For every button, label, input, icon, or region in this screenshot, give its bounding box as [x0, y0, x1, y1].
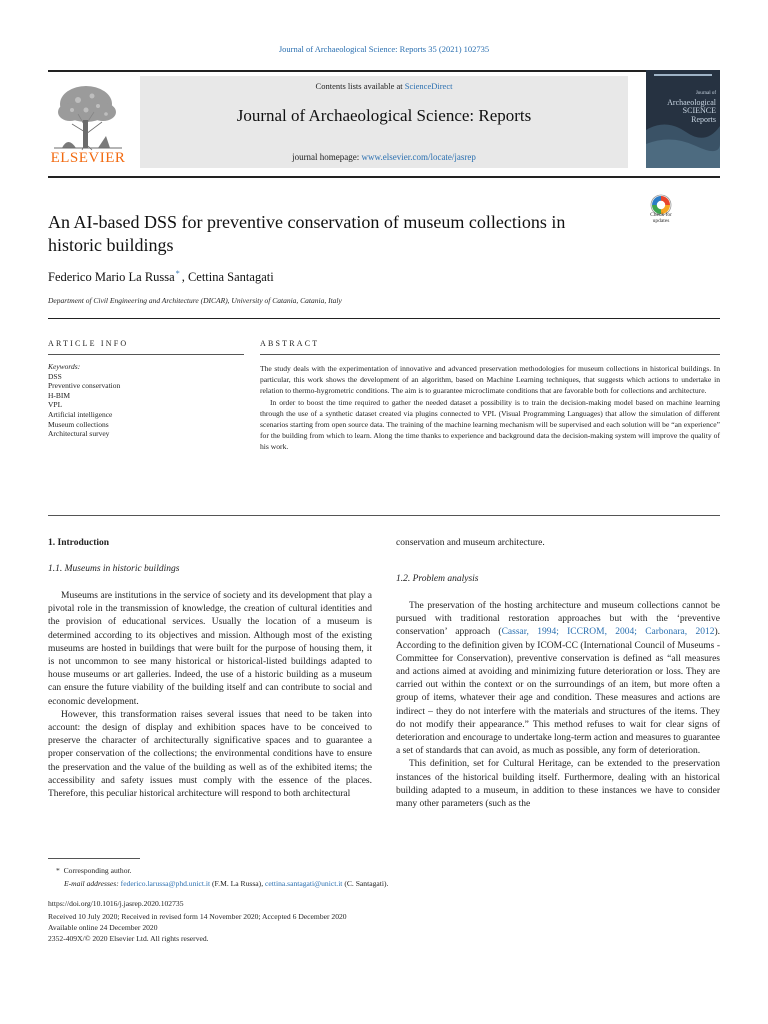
- email-label: E-mail addresses:: [64, 879, 119, 888]
- email-owner-1: (F.M. La Russa),: [210, 879, 265, 888]
- header-top-rule: [48, 70, 720, 72]
- keyword-item: H-BIM: [48, 390, 71, 400]
- journal-banner: [140, 76, 628, 168]
- abstract-paragraph-2: In order to boost the time required to gather the needed dataset a possibility is to train the decision-making model based on machine learning through the use of a synthetic dataset created via plugins connected to VPL (Visual Programming Languages) that allow the simulation of different scenarios starting from open source data. The training of the machine learning mechanism will be supervised and each solution will be “an experience” for the building from which to learn. Along the time thanks to experience and background data the decision-making system will improve the quality of his work.: [260, 397, 720, 452]
- contents-lists-note: [140, 81, 628, 91]
- check-for-updates-label: [640, 212, 682, 224]
- sciencedirect-link[interactable]: ScienceDirect: [404, 81, 453, 91]
- footnote-rule: [48, 858, 140, 859]
- citation-link[interactable]: Cassar, 1994; ICCROM, 2004; Carbonara, 2012: [501, 627, 715, 638]
- paragraph-3-end: ). According to the definition given by ICOM-CC (International Council of Museums - Committee for Conservation), preventive conservation is defined as “all measures and actions aimed at avoiding and minimizing future deterioration or loss. They are carried out within the context or on the surroundings of an item, but more often a group of items, whatever their age and condition. These measures and actions are indirect – they do not interfere with the materials and structures of the items. They do not modify their appearance.” This method refuses to wait for clear signs of deterioration and encourage to undertake long-term action and measures to guarantee a set of standards that can avoid, as much as possible, any form of deterioration.: [396, 627, 720, 757]
- keyword-item: DSS: [48, 371, 62, 381]
- header-bottom-rule: [48, 176, 720, 178]
- keyword-item: Preventive conservation: [48, 381, 121, 391]
- journal-citation-link[interactable]: Journal of Archaeological Science: Reports 35 (2021) 102735: [278, 44, 490, 54]
- journal-homepage: [140, 152, 628, 162]
- keyword-item: Artificial intelligence: [48, 409, 113, 419]
- right-column-continuation: conservation and museum architecture.: [396, 538, 545, 548]
- abstract-end-rule: [48, 515, 720, 516]
- section-heading-introduction: 1. Introduction: [48, 538, 110, 548]
- corresponding-author-text: Corresponding author.: [63, 866, 132, 875]
- article-title: An AI-based DSS for preventive conservation of museum collections in historic buildings: [48, 212, 566, 255]
- keyword-item: VPL: [48, 400, 63, 410]
- email-owner-2: (C. Santagati).: [342, 879, 389, 888]
- article-info-heading: ARTICLE INFO: [48, 339, 129, 348]
- publisher-wordmark: ELSEVIER: [50, 150, 126, 166]
- subsection-heading-problem-analysis: 1.2. Problem analysis: [396, 574, 479, 584]
- email-link-santagati[interactable]: cettina.santagati@unict.it: [265, 879, 343, 888]
- author-santagati[interactable]: , Cettina Santagati: [181, 270, 274, 285]
- body-paragraph-3: [396, 600, 720, 758]
- corresponding-author-note: [56, 866, 132, 876]
- journal-title: Journal of Archaeological Science: Reports: [236, 106, 532, 125]
- received-dates: Received 10 July 2020; Received in revised form 14 November 2020; Accepted 6 December 2020: [48, 912, 347, 921]
- subsection-heading-museums: 1.1. Museums in historic buildings: [48, 564, 180, 574]
- keyword-item: Museum collections: [48, 419, 109, 429]
- body-paragraph-1: Museums are institutions in the service of society and its development that play a pivotal role in the transmission of knowledge, the creation of cultural identities and the provision of educational services. Usually the location of a museum is determined according to its objectives and mission. Although most of the existing museums are hosted in buildings that were built for the purpose of housing them, it is not uncommon to see many historical or historical-listed buildings adapted to house museums or art galleries. Indeed, the use of a historic building as a museum can ensure the future viability of the building itself and can contribute to social and economic development.: [48, 591, 372, 707]
- homepage-prefix: journal homepage:: [292, 152, 362, 162]
- contents-prefix: Contents lists available at: [315, 81, 405, 91]
- body-paragraph-4: This definition, set for Cultural Heritage, can be extended to the preservation instances of the historical building itself. Furthermore, dealing with an historical building adapted to a museum, in addition to these instances we have to consider many other parameters (such as the: [396, 759, 720, 810]
- available-online-date: Available online 24 December 2020: [48, 923, 158, 932]
- paragraph-3-start: The preservation of the hosting architecture and museum collections cannot be pursued with traditional restoration approaches but with the ‘preventive conservation’ approach (: [396, 601, 720, 638]
- check-updates-line1: Check for: [650, 212, 672, 218]
- corresponding-author-mark[interactable]: *: [175, 269, 180, 278]
- keyword-item: Architectural survey: [48, 429, 110, 439]
- footnote-mark: *: [56, 866, 60, 875]
- cover-title-reports: Reports: [691, 114, 716, 124]
- copyright-notice: 2352-409X/© 2020 Elsevier Ltd. All rights reserved.: [48, 934, 209, 943]
- doi-link[interactable]: https://doi.org/10.1016/j.jasrep.2020.102735: [48, 899, 184, 908]
- abstract-paragraph-1: The study deals with the experimentation of innovative and advanced preservation methodologies for museum collections in historical buildings. In particular, this work shows the development of an algorithm, based on Machine Learning techniques, that suggests which actions to undertake in relation to thermo-hygrometric conditions. The aim is to guarantee microclimate conditions that are favorable both for collections and architecture.: [260, 364, 720, 396]
- check-updates-line2: updates: [652, 218, 670, 224]
- journal-cover-thumbnail[interactable]: [646, 70, 720, 168]
- body-paragraph-2: However, this transformation raises several issues that need to be taken into account: the design of display and exhibition spaces have to be conceived to preserve the character of architecturally significative spaces and to guarantee a proper conservation of the collections; the environmental conditions have to ensure the preservation and the value of the building as well as of the exhibited items; the accessibility and safety issues must comply with the essence of the places. Therefore, this peculiar historical architecture will respond to both architectural: [48, 709, 372, 800]
- affiliation-rule: [48, 318, 720, 319]
- right-column-text: [396, 600, 720, 811]
- journal-homepage-link[interactable]: www.elsevier.com/locate/jasrep: [361, 152, 476, 162]
- email-link-la-russa[interactable]: federico.larussa@phd.unict.it: [120, 879, 211, 888]
- keywords-label: Keywords:: [48, 362, 81, 371]
- keywords-list: [48, 362, 120, 439]
- cover-title-main: Archaeological: [667, 97, 716, 107]
- author-affiliation: Department of Civil Engineering and Architecture (DICAR), University of Catania, Catania, Italy: [48, 296, 342, 305]
- cover-title: [650, 90, 716, 124]
- email-addresses: [64, 879, 388, 889]
- abstract-rule: [260, 354, 720, 355]
- abstract-heading: ABSTRACT: [260, 339, 320, 348]
- cover-title-sub: SCIENCE: [682, 106, 716, 115]
- author-la-russa[interactable]: Federico Mario La Russa: [48, 270, 175, 285]
- article-info-rule: [48, 354, 244, 355]
- author-list: [48, 269, 274, 285]
- abstract-body: [260, 363, 720, 453]
- cover-title-top: Journal of: [695, 91, 716, 96]
- left-column-text: [48, 590, 372, 801]
